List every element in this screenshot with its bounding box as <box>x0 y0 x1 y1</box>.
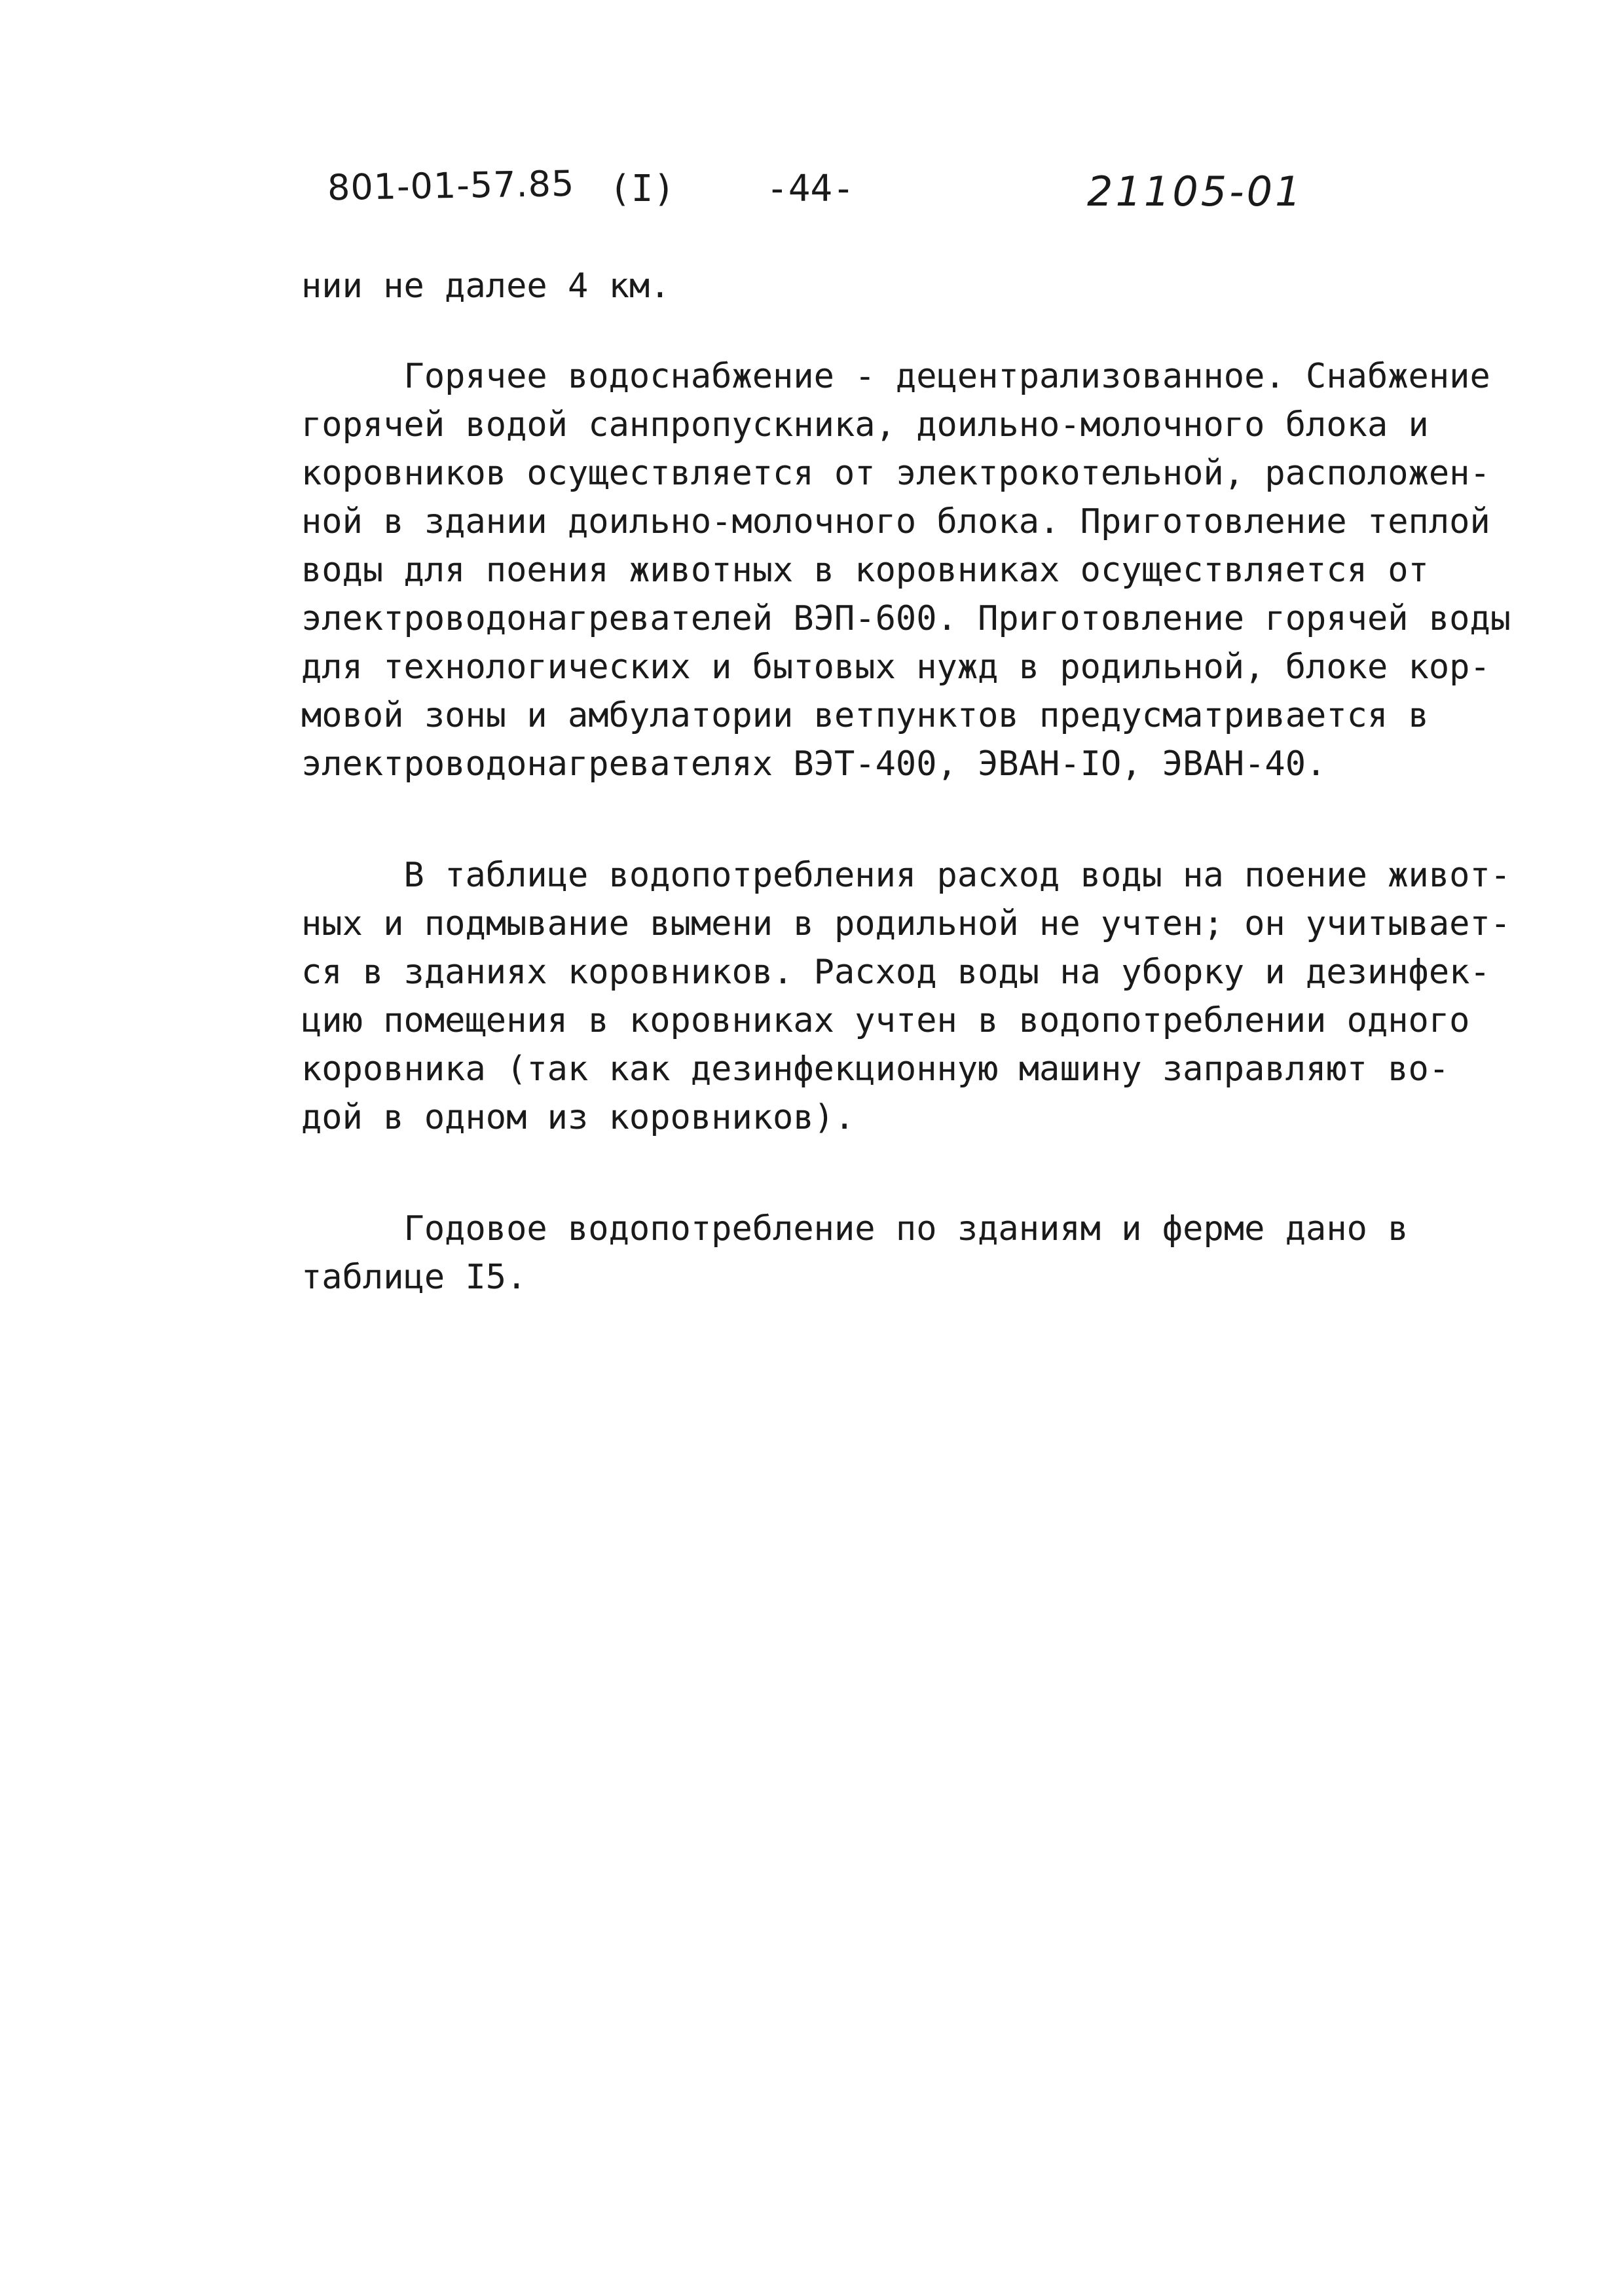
text-line: ных и подмывание вымени в родильной не учтен; он учитывает- <box>301 904 1511 943</box>
text-line: горячей водой санпропускника, доильно-молочного блока и <box>301 405 1429 445</box>
document-part: (I) <box>609 168 676 210</box>
document-body <box>301 262 1532 1302</box>
text-line: электроводонагревателей ВЭП-600. Приготовление горячей воды <box>301 599 1511 638</box>
text-line: воды для поения животных в коровниках осуществляется от <box>301 551 1429 590</box>
text-line: электроводонагревателях ВЭТ-400, ЭВАН-IO, ЭВАН-40. <box>301 744 1327 784</box>
text-line: ся в зданиях коровников. Расход воды на уборку и дезинфек- <box>301 953 1490 992</box>
paragraph-annual-consumption <box>301 1205 1532 1302</box>
text-line: таблице I5. <box>301 1258 527 1297</box>
text-line: коровника (так как дезинфекционную машину заправляют во- <box>301 1049 1450 1089</box>
text-line: цию помещения в коровниках учтен в водопотреблении одного <box>301 1001 1470 1040</box>
text-line: ной в здании доильно-молочного блока. Приготовление теплой <box>301 502 1490 541</box>
text-line: В таблице водопотребления расход воды на поение живот- <box>301 856 1511 895</box>
text-line: коровников осуществляется от электрокотельной, расположен- <box>301 454 1490 493</box>
intro-line: нии не далее 4 км. <box>301 266 671 306</box>
text-line: мовой зоны и амбулатории ветпунктов предусматривается в <box>301 696 1429 735</box>
page-header <box>0 157 1624 229</box>
text-line: для технологических и бытовых нужд в родильной, блоке кор- <box>301 647 1490 687</box>
page-number: -44- <box>766 168 855 210</box>
document-code: 801-01-57.85 <box>327 162 575 209</box>
text-line: Годовое водопотребление по зданиям и ферме дано в <box>301 1209 1409 1248</box>
text-line: Горячее водоснабжение - децентрализованное. Снабжение <box>301 357 1490 396</box>
paragraph-water-table <box>301 851 1532 1142</box>
text-line: дой в одном из коровников). <box>301 1098 855 1137</box>
paragraph-hot-water <box>301 352 1532 788</box>
inventory-number: 21105-01 <box>1087 168 1304 215</box>
